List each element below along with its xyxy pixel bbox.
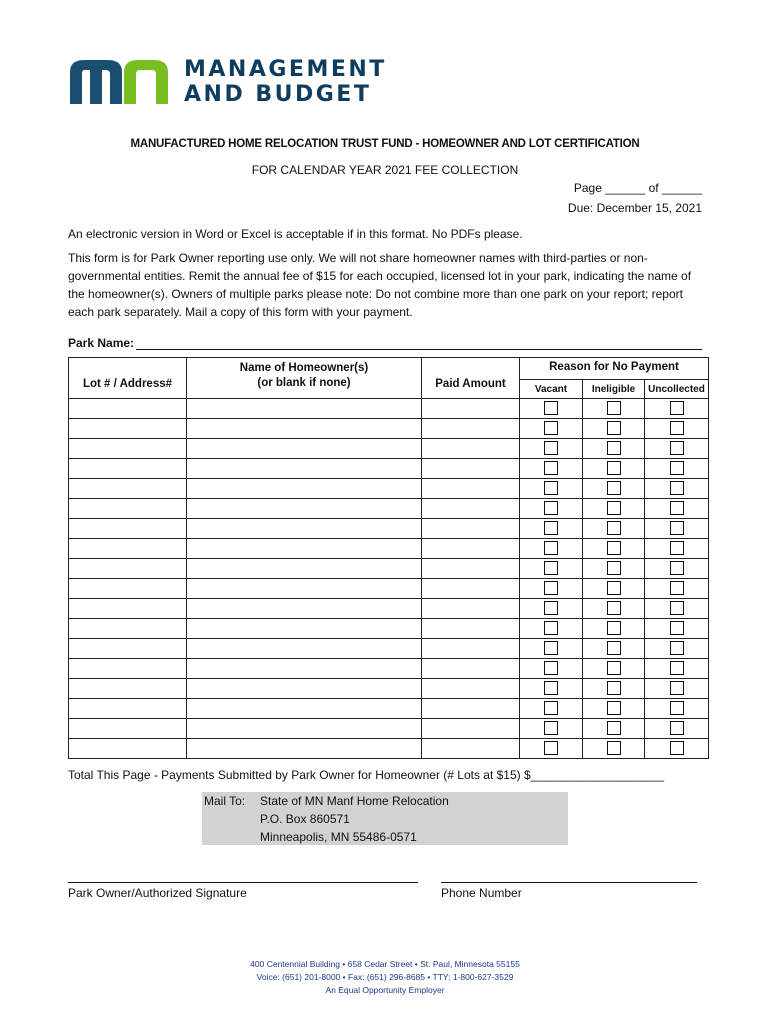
- vacant-cell: [520, 739, 583, 759]
- ineligible-checkbox[interactable]: [607, 521, 621, 535]
- table-row: [69, 639, 709, 659]
- header-ineligible: Ineligible: [583, 380, 645, 399]
- vacant-cell: [520, 599, 583, 619]
- table-row: [69, 619, 709, 639]
- lot-address-cell[interactable]: [69, 699, 187, 719]
- vacant-checkbox[interactable]: [544, 661, 558, 675]
- uncollected-cell: [645, 699, 709, 719]
- homeowner-name-cell[interactable]: [187, 479, 422, 499]
- homeowner-name-cell[interactable]: [187, 459, 422, 479]
- footer-contact: Voice: (651) 201-8000 • Fax: (651) 296-8685 • TTY: 1-800-627-3529: [256, 972, 514, 982]
- ineligible-cell: [583, 739, 645, 759]
- ineligible-checkbox[interactable]: [607, 721, 621, 735]
- signature-field[interactable]: [68, 882, 418, 883]
- header-uncollected: Uncollected: [645, 380, 709, 399]
- ineligible-checkbox[interactable]: [607, 581, 621, 595]
- ineligible-cell: [583, 519, 645, 539]
- uncollected-checkbox[interactable]: [670, 501, 684, 515]
- ineligible-checkbox[interactable]: [607, 661, 621, 675]
- ineligible-cell: [583, 679, 645, 699]
- uncollected-cell: [645, 479, 709, 499]
- paid-amount-cell[interactable]: [422, 559, 520, 579]
- vacant-cell: [520, 459, 583, 479]
- vacant-checkbox[interactable]: [544, 721, 558, 735]
- vacant-cell: [520, 419, 583, 439]
- ineligible-checkbox[interactable]: [607, 681, 621, 695]
- instructions-paragraph: This form is for Park Owner reporting use only. We will not share homeowner names with third-parties or non-governmental entities. Remit the annual fee of $15 for each occupied, licensed lot in your park, indicating the name of the homeowner(s). Owners of multiple parks please note: Do not combine more than one park on your report; report each park separately. Mail a copy of this form with your payment.: [68, 251, 692, 319]
- ineligible-checkbox[interactable]: [607, 441, 621, 455]
- homeowner-name-cell[interactable]: [187, 719, 422, 739]
- table-row: [69, 699, 709, 719]
- electronic-version-note: An electronic version in Word or Excel is acceptable if in this format. No PDFs please.: [68, 227, 523, 241]
- uncollected-cell: [645, 619, 709, 639]
- homeowner-name-cell[interactable]: [187, 659, 422, 679]
- header-homeowner-name: [187, 358, 422, 399]
- paid-amount-cell[interactable]: [422, 399, 520, 419]
- homeowner-name-cell[interactable]: [187, 519, 422, 539]
- park-name-field[interactable]: [136, 349, 702, 350]
- ineligible-checkbox[interactable]: [607, 501, 621, 515]
- logo-line-2: AND BUDGET: [184, 82, 372, 107]
- ineligible-cell: [583, 719, 645, 739]
- homeowner-name-cell[interactable]: [187, 499, 422, 519]
- uncollected-cell: [645, 519, 709, 539]
- uncollected-cell: [645, 679, 709, 699]
- vacant-cell: [520, 519, 583, 539]
- vacant-checkbox[interactable]: [544, 401, 558, 415]
- lot-address-cell[interactable]: [69, 519, 187, 539]
- paid-amount-cell[interactable]: [422, 699, 520, 719]
- vacant-cell: [520, 619, 583, 639]
- vacant-checkbox[interactable]: [544, 561, 558, 575]
- total-this-page-line[interactable]: Total This Page - Payments Submitted by Park Owner for Homeowner (# Lots at $15) $____________________: [68, 768, 665, 782]
- uncollected-cell: [645, 439, 709, 459]
- uncollected-checkbox[interactable]: [670, 461, 684, 475]
- uncollected-checkbox[interactable]: [670, 481, 684, 495]
- uncollected-checkbox[interactable]: [670, 701, 684, 715]
- homeowner-name-cell[interactable]: [187, 739, 422, 759]
- homeowner-name-cell[interactable]: [187, 439, 422, 459]
- page-number-line[interactable]: Page ______ of ______: [573, 181, 702, 195]
- uncollected-checkbox[interactable]: [670, 681, 684, 695]
- homeowner-name-cell[interactable]: [187, 399, 422, 419]
- vacant-checkbox[interactable]: [544, 481, 558, 495]
- table-row: [69, 459, 709, 479]
- ineligible-cell: [583, 419, 645, 439]
- table-row: [69, 579, 709, 599]
- vacant-checkbox[interactable]: [544, 621, 558, 635]
- paid-amount-cell[interactable]: [422, 679, 520, 699]
- lot-address-cell[interactable]: [69, 459, 187, 479]
- vacant-checkbox[interactable]: [544, 601, 558, 615]
- vacant-checkbox[interactable]: [544, 421, 558, 435]
- footer-address: 400 Centennial Building • 658 Cedar Street • St. Paul, Minnesota 55155: [250, 959, 520, 969]
- table-row: [69, 659, 709, 679]
- ineligible-checkbox[interactable]: [607, 701, 621, 715]
- uncollected-checkbox[interactable]: [670, 561, 684, 575]
- uncollected-cell: [645, 599, 709, 619]
- table-row: [69, 539, 709, 559]
- table-row: [69, 599, 709, 619]
- uncollected-cell: [645, 539, 709, 559]
- mail-to-box: [202, 792, 568, 845]
- logo-line-1: MANAGEMENT: [184, 57, 387, 82]
- table-body: [69, 399, 709, 759]
- paid-amount-cell[interactable]: [422, 619, 520, 639]
- vacant-checkbox[interactable]: [544, 521, 558, 535]
- vacant-checkbox[interactable]: [544, 501, 558, 515]
- mail-address-line-1: State of MN Manf Home Relocation: [260, 794, 449, 808]
- mail-address: [260, 792, 449, 846]
- table-row: [69, 399, 709, 419]
- vacant-cell: [520, 539, 583, 559]
- table-row: [69, 439, 709, 459]
- lot-address-cell[interactable]: [69, 399, 187, 419]
- vacant-checkbox[interactable]: [544, 461, 558, 475]
- lot-address-cell[interactable]: [69, 579, 187, 599]
- lot-address-cell[interactable]: [69, 499, 187, 519]
- vacant-cell: [520, 439, 583, 459]
- table-row: [69, 479, 709, 499]
- homeowner-name-cell[interactable]: [187, 559, 422, 579]
- logo-wordmark: [184, 57, 387, 107]
- header-paid-amount: Paid Amount: [422, 358, 520, 399]
- lot-address-cell[interactable]: [69, 419, 187, 439]
- vacant-checkbox[interactable]: [544, 581, 558, 595]
- header-reason-no-payment: Reason for No Payment: [520, 358, 709, 380]
- table-row: [69, 719, 709, 739]
- ineligible-checkbox[interactable]: [607, 401, 621, 415]
- lot-address-cell[interactable]: [69, 439, 187, 459]
- homeowner-name-cell[interactable]: [187, 539, 422, 559]
- uncollected-checkbox[interactable]: [670, 401, 684, 415]
- uncollected-checkbox[interactable]: [670, 521, 684, 535]
- table-row: [69, 559, 709, 579]
- vacant-checkbox[interactable]: [544, 441, 558, 455]
- ineligible-cell: [583, 439, 645, 459]
- uncollected-cell: [645, 419, 709, 439]
- paid-amount-cell[interactable]: [422, 579, 520, 599]
- lot-address-cell[interactable]: [69, 619, 187, 639]
- paid-amount-cell[interactable]: [422, 439, 520, 459]
- uncollected-cell: [645, 579, 709, 599]
- uncollected-checkbox[interactable]: [670, 601, 684, 615]
- ineligible-cell: [583, 559, 645, 579]
- homeowner-name-cell[interactable]: [187, 679, 422, 699]
- uncollected-checkbox[interactable]: [670, 661, 684, 675]
- uncollected-cell: [645, 719, 709, 739]
- paid-amount-cell[interactable]: [422, 519, 520, 539]
- uncollected-checkbox[interactable]: [670, 721, 684, 735]
- vacant-cell: [520, 579, 583, 599]
- uncollected-cell: [645, 659, 709, 679]
- ineligible-checkbox[interactable]: [607, 461, 621, 475]
- homeowner-name-cell[interactable]: [187, 639, 422, 659]
- uncollected-checkbox[interactable]: [670, 741, 684, 755]
- uncollected-cell: [645, 639, 709, 659]
- lot-address-cell[interactable]: [69, 539, 187, 559]
- vacant-cell: [520, 659, 583, 679]
- uncollected-checkbox[interactable]: [670, 581, 684, 595]
- lot-address-cell[interactable]: [69, 599, 187, 619]
- phone-number-label: Phone Number: [441, 886, 522, 900]
- uncollected-checkbox[interactable]: [670, 441, 684, 455]
- uncollected-checkbox[interactable]: [670, 621, 684, 635]
- ineligible-cell: [583, 599, 645, 619]
- lot-address-cell[interactable]: [69, 559, 187, 579]
- paid-amount-cell[interactable]: [422, 599, 520, 619]
- due-date: Due: December 15, 2021: [567, 201, 702, 215]
- mail-to-label: Mail To:: [204, 794, 246, 808]
- vacant-cell: [520, 479, 583, 499]
- vacant-checkbox[interactable]: [544, 541, 558, 555]
- uncollected-checkbox[interactable]: [670, 641, 684, 655]
- uncollected-cell: [645, 399, 709, 419]
- ineligible-checkbox[interactable]: [607, 621, 621, 635]
- homeowner-name-cell[interactable]: [187, 419, 422, 439]
- paid-amount-cell[interactable]: [422, 719, 520, 739]
- ineligible-checkbox[interactable]: [607, 641, 621, 655]
- ineligible-cell: [583, 619, 645, 639]
- homeowner-name-cell[interactable]: [187, 619, 422, 639]
- uncollected-checkbox[interactable]: [670, 541, 684, 555]
- lot-certification-table: [68, 357, 709, 759]
- ineligible-cell: [583, 399, 645, 419]
- ineligible-checkbox[interactable]: [607, 481, 621, 495]
- vacant-cell: [520, 719, 583, 739]
- ineligible-checkbox[interactable]: [607, 541, 621, 555]
- ineligible-checkbox[interactable]: [607, 561, 621, 575]
- lot-address-cell[interactable]: [69, 719, 187, 739]
- vacant-cell: [520, 679, 583, 699]
- phone-number-field[interactable]: [441, 882, 697, 883]
- form-title: MANUFACTURED HOME RELOCATION TRUST FUND - HOMEOWNER AND LOT CERTIFICATION: [130, 138, 640, 150]
- ineligible-cell: [583, 639, 645, 659]
- vacant-cell: [520, 559, 583, 579]
- ineligible-cell: [583, 579, 645, 599]
- lot-address-cell[interactable]: [69, 639, 187, 659]
- vacant-checkbox[interactable]: [544, 741, 558, 755]
- lot-address-cell[interactable]: [69, 739, 187, 759]
- lot-address-cell[interactable]: [69, 659, 187, 679]
- mail-address-line-2: P.O. Box 860571: [260, 812, 350, 826]
- footer-eoe: An Equal Opportunity Employer: [325, 985, 445, 995]
- vacant-checkbox[interactable]: [544, 701, 558, 715]
- header-homeowner-line-1: Name of Homeowner(s): [239, 362, 369, 374]
- uncollected-cell: [645, 739, 709, 759]
- paid-amount-cell[interactable]: [422, 659, 520, 679]
- ineligible-cell: [583, 539, 645, 559]
- homeowner-name-cell[interactable]: [187, 599, 422, 619]
- table-row: [69, 499, 709, 519]
- paid-amount-cell[interactable]: [422, 479, 520, 499]
- vacant-cell: [520, 639, 583, 659]
- paid-amount-cell[interactable]: [422, 739, 520, 759]
- uncollected-checkbox[interactable]: [670, 421, 684, 435]
- paid-amount-cell[interactable]: [422, 459, 520, 479]
- vacant-cell: [520, 499, 583, 519]
- paid-amount-cell[interactable]: [422, 499, 520, 519]
- header-homeowner-line-2: (or blank if none): [257, 377, 351, 389]
- table-row: [69, 739, 709, 759]
- form-subtitle: FOR CALENDAR YEAR 2021 FEE COLLECTION: [251, 163, 519, 177]
- header-vacant: Vacant: [520, 380, 583, 399]
- lot-address-cell[interactable]: [69, 679, 187, 699]
- mmb-logo-mark: [68, 58, 172, 111]
- paid-amount-cell[interactable]: [422, 639, 520, 659]
- ineligible-cell: [583, 659, 645, 679]
- table-row: [69, 679, 709, 699]
- ineligible-cell: [583, 699, 645, 719]
- uncollected-cell: [645, 559, 709, 579]
- vacant-checkbox[interactable]: [544, 681, 558, 695]
- vacant-cell: [520, 399, 583, 419]
- lot-address-cell[interactable]: [69, 479, 187, 499]
- ineligible-cell: [583, 459, 645, 479]
- header-lot-address: Lot # / Address#: [69, 358, 187, 399]
- ineligible-checkbox[interactable]: [607, 741, 621, 755]
- signature-label: Park Owner/Authorized Signature: [68, 886, 247, 900]
- table-row: [69, 419, 709, 439]
- vacant-cell: [520, 699, 583, 719]
- ineligible-cell: [583, 499, 645, 519]
- table-row: [69, 519, 709, 539]
- vacant-checkbox[interactable]: [544, 641, 558, 655]
- ineligible-cell: [583, 479, 645, 499]
- ineligible-checkbox[interactable]: [607, 421, 621, 435]
- homeowner-name-cell[interactable]: [187, 699, 422, 719]
- uncollected-cell: [645, 459, 709, 479]
- uncollected-cell: [645, 499, 709, 519]
- park-name-label: Park Name:: [68, 336, 135, 350]
- mail-address-line-3: Minneapolis, MN 55486-0571: [260, 830, 417, 844]
- paid-amount-cell[interactable]: [422, 539, 520, 559]
- ineligible-checkbox[interactable]: [607, 601, 621, 615]
- paid-amount-cell[interactable]: [422, 419, 520, 439]
- homeowner-name-cell[interactable]: [187, 579, 422, 599]
